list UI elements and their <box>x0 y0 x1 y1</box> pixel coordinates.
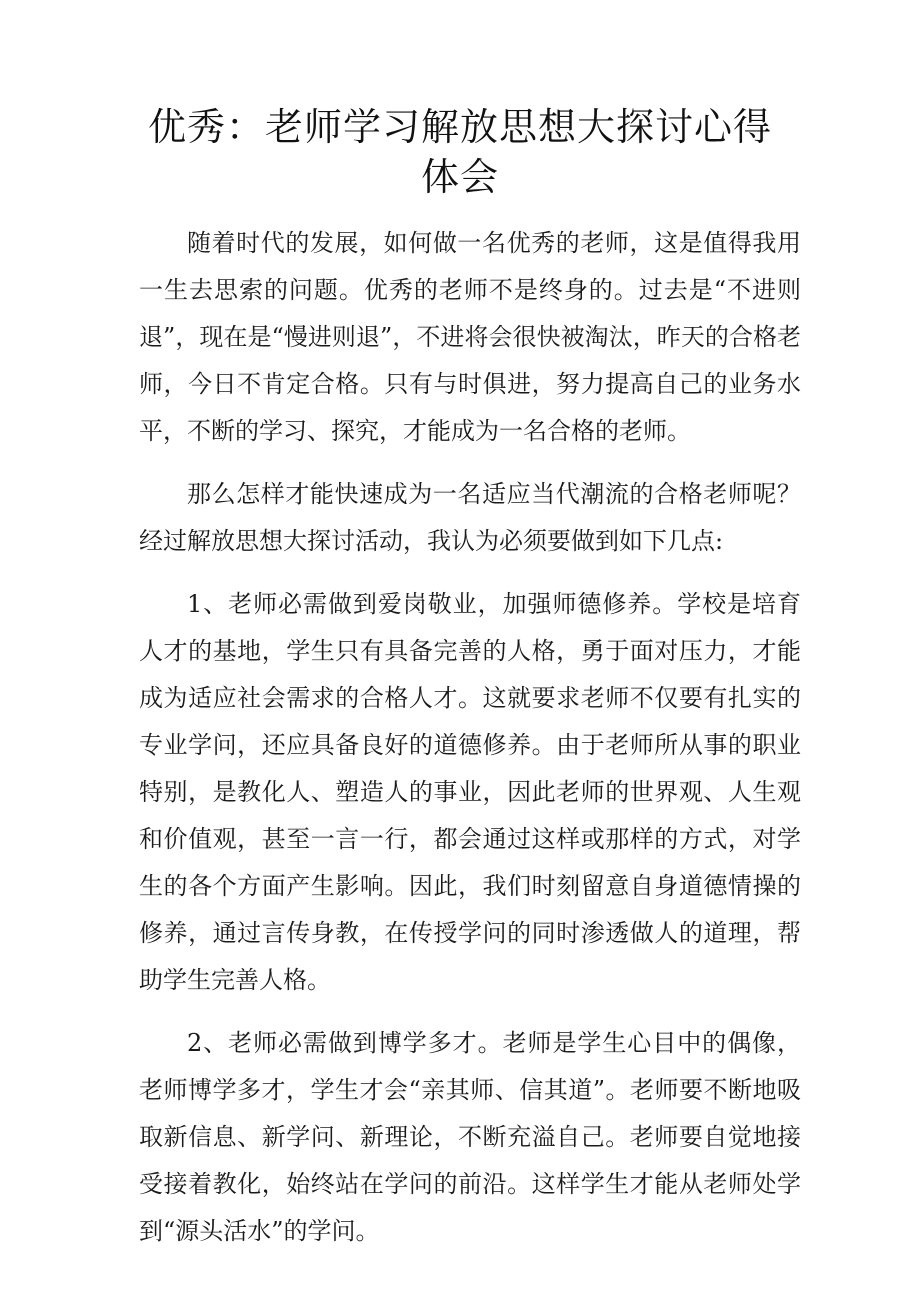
paragraph: 那么怎样才能快速成为一名适应当代潮流的合格老师呢？经过解放思想大探讨活动，我认为必须要做到如下几点: <box>139 480 801 555</box>
paragraph: 1、老师必需做到爱岗敬业，加强师德修养。学校是培育人才的基地，学生只有具备完善的人格，勇于面对压力，才能成为适应社会需求的合格人才。这就要求老师不仅要有扎实的专业学问，还应具备良好的道德修养。由于老师所从事的职业特别，是教化人、塑造人的事业，因此老师的世界观、人生观和价值观，甚至一言一行，都会通过这样或那样的方式，对学生的各个方面产生影响。因此，我们时刻留意自身道德情操的修养，通过言传身教，在传授学问的同时渗透做人的道理，帮助学生完善人格。 <box>139 590 801 994</box>
paragraph: 随着时代的发展，如何做一名优秀的老师，这是值得我用一生去思索的问题。优秀的老师不是终身的。过去是“不进则退”，现在是“慢进则退”，不进将会很快被淘汰，昨天的合格老师，今日不肯定合格。只有与时俱进，努力提高自己的业务水平，不断的学习、探究，才能成为一名合格的老师。 <box>139 229 801 445</box>
paragraph: 2、老师必需做到博学多才。老师是学生心目中的偶像，老师博学多才，学生才会“亲其师、信其道”。老师要不断地吸取新信息、新学问、新理论，不断充溢自己。老师要自觉地接受接着教化，始终站在学问的前沿。这样学生才能从老师处学到“源头活水”的学问。 <box>139 1029 801 1245</box>
document-title: 优秀：老师学习解放思想大探讨心得体会 <box>147 105 772 199</box>
document-body <box>139 220 801 1271</box>
